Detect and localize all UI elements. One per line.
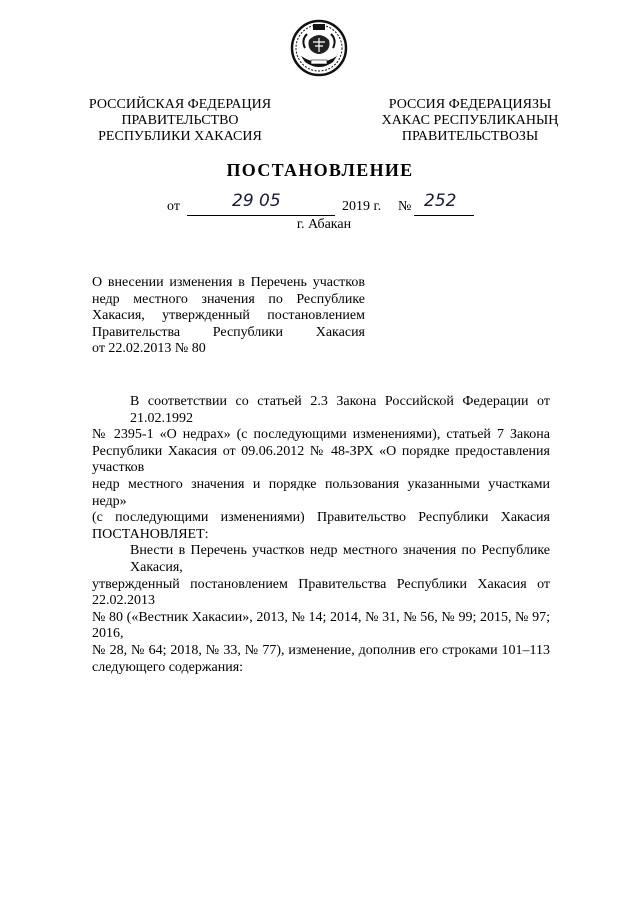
date-underline [187, 215, 335, 216]
subject-line: Хакасия, утвержденный постановлением [92, 308, 365, 323]
date-prefix: от [167, 199, 180, 214]
header-left-line: РЕСПУБЛИКИ ХАКАСИЯ [98, 129, 262, 144]
body-line: ПОСТАНОВЛЯЕТ: [92, 526, 209, 542]
body-line: № 28, № 64; 2018, № 33, № 77), изменение, дополнив его строками 101–113 [92, 642, 550, 658]
subject-line: недр местного значения по Республике [92, 291, 365, 307]
header-left-block [82, 97, 278, 145]
body-line: В соответствии со статьей 2.3 Закона Российской Федерации от 21.02.1992 [130, 394, 550, 426]
body-line: (с последующими изменениями) Правительство Республики Хакасия [92, 510, 550, 526]
body-line: Внести в Перечень участков недр местного значения по Республике Хакасия, [130, 543, 550, 575]
document-title: ПОСТАНОВЛЕНИЕ [226, 160, 414, 180]
subject-line: О внесении изменения в Перечень участков [92, 275, 365, 290]
handwritten-number: 252 [424, 191, 457, 211]
body-line: Республики Хакасия от 09.06.2012 № 48-ЗРХ «О порядке предоставления участков [92, 443, 550, 476]
handwritten-date: 29 05 [232, 191, 281, 211]
header-right-line: РОССИЯ ФЕДЕРАЦИЯЗЫ [388, 97, 552, 112]
header-right-line: ПРАВИТЕЛЬСТВОЗЫ [401, 129, 539, 144]
city-name: г. Абакан [296, 217, 352, 232]
subject-line: Правительства Республики Хакасия [92, 324, 365, 340]
header-right-block [370, 97, 570, 145]
body-line: № 2395-1 «О недрах» (с последующими изменениями), статьей 7 Закона [92, 427, 550, 443]
header-left-line: ПРАВИТЕЛЬСТВО [121, 113, 239, 128]
body-line: утвержденный постановлением Правительства Республики Хакасия от 22.02.2013 [92, 576, 550, 609]
body-line: недр местного значения и порядке пользования указанными участками недр» [92, 476, 550, 509]
document-body [92, 394, 550, 676]
body-line: следующего содержания: [92, 659, 244, 675]
subject-line: от 22.02.2013 № 80 [92, 341, 206, 356]
header-left-line: РОССИЙСКАЯ ФЕДЕРАЦИЯ [88, 97, 272, 112]
number-underline [414, 215, 474, 216]
body-line: № 80 («Вестник Хакасии», 2013, № 14; 2014, № 31, № 56, № 99; 2015, № 97; 2016, [92, 609, 550, 642]
document-subject [92, 275, 365, 358]
coat-of-arms-emblem [289, 18, 349, 78]
number-sign: № [398, 199, 412, 214]
header-right-line: ХАКАС РЕСПУБЛИКАНЫҢ [381, 113, 559, 128]
document-year: 2019 г. [342, 199, 382, 214]
